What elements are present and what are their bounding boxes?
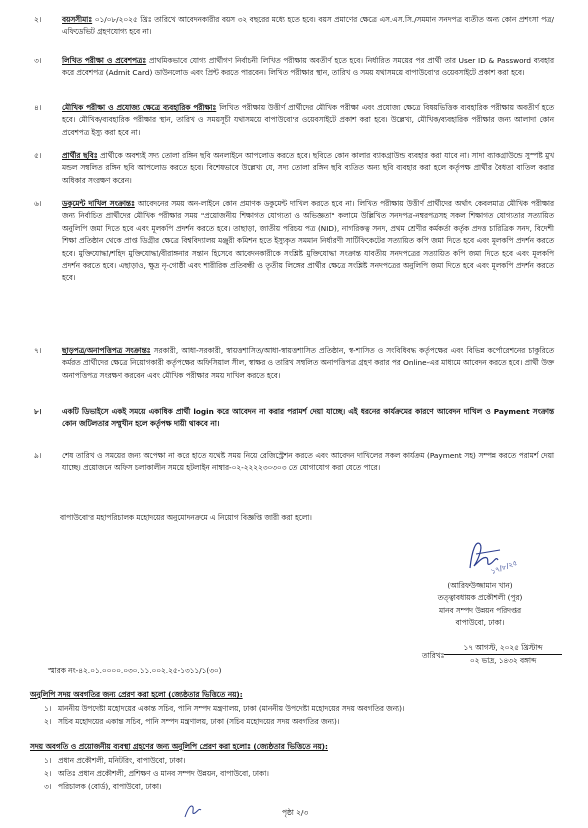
clause-heading: ছাড়পত্র/অনাপত্তিপত্র সংক্রান্তঃ — [62, 346, 151, 355]
signature-date-note: ১৭/৮/২৫ — [489, 558, 519, 576]
clause-heading: মৌখিক পরীক্ষা ও প্রযোজ্য ক্ষেত্রে ব্যবহারিক পরীক্ষাঃ — [62, 103, 217, 112]
clause-text: আবেদনের সময় অন-লাইনে কোন প্রমাণক ডকুমেন্ট দাখিল করতে হবে না। লিখিত পরীক্ষায় উত্তীর্ণ প্রার্থীদের অর্থাৎ কেবলমাত্র মৌখিক পরীক্ষার জন্য নির্বাচিত প্রার্থীদের মৌখিক পরীক্ষার সময় "প্রয়োজনীয় শিক্ষাগত যোগ্যতা ও অভিজ্ঞতা" কলামে উল্লিখিত সনদপত্র-নম্বরপত্রসহ সকল শিক্ষাগত যোগ্যতার সত্যায়িত অনুলিপি জমা দিতে হবে এবং মূলকপি প্রদর্শন করতে হবে। তাছাড়া, জাতীয় পরিচয় পত্র (NID), নাগরিকত্ব সনদ, প্রথম শ্রেণীর কর্মকর্তা কর্তৃক প্রদত্ত চারিত্রিক সনদ, বিদেশী শিক্ষা প্রতিষ্ঠান থেকে প্রাপ্ত ডিগ্রীর ক্ষেত্রে বিশ্ববিদ্যালয় মঞ্জুরী কমিশন হতে ইস্যুকৃত সমমান নির্ধারণী সার্টিফিকেটের সত্যায়িত কপি জমা দিতে হবে এবং মূলকপি প্রদর্শন করতে হবে। মুক্তিযোদ্ধা/শহিদ মুক্তিযোদ্ধা/বীরাঙ্গনার সন্তান হিসেবে আবেদনকারীকে সংশ্লিষ্ট মুক্তিযোদ্ধা সংক্রান্ত যাবতীয় সনদপত্রের সত্যায়িত কপি জমা দিতে হবে এবং মূলকপি প্রদর্শন করতে হবে। এছাড়াও, ক্ষুদ্র নৃ-গোষ্ঠী এবং শারীরিক প্রতিবন্ধী ও তৃতীয় লিঙ্গের প্রার্থীর ক্ষেত্রে সংশ্লিষ্ট সনদপত্রের অনুলিপি জমা দিতে হবে এবং মূলকপি প্রদর্শন করতে হবে। — [62, 199, 554, 283]
signatory-name: (আরিফউজ্জামান খান) — [447, 581, 513, 590]
cc-info-title: অনুলিপি সদয় অবগতির জন্য প্রেরণ করা হলো (জ্যেষ্ঠতার ভিত্তিতে নয়): — [30, 690, 243, 699]
cc-info-item — [44, 704, 568, 716]
clause-number: ৮। — [34, 407, 42, 416]
cc-action-item — [44, 769, 568, 781]
cc-item-number: ৩। — [44, 782, 52, 791]
initial-mark — [182, 802, 204, 820]
clause-number: ৬। — [34, 199, 42, 208]
clause-heading: প্রার্থীর ছবিঃ — [62, 151, 98, 160]
clause-heading: লিখিত পরীক্ষা ও প্রবেশপত্রঃ — [62, 56, 147, 65]
clause-number: ৯। — [34, 451, 42, 460]
cc-item-number: ২। — [44, 717, 52, 726]
clause-text: ০১/০৮/২০২৫ খ্রিঃ তারিখে আবেদনকারীর বয়স ৩২ বছরের মধ্যে হতে হবে। বয়স প্রমাণের ক্ষেত্রে এস.এস.সি./সমমান সনদপত্র ব্যতীত অন্য কোন প্রশংসা পত্র/এফিডেভিট গ্রহণযোগ্য হবে না। — [62, 15, 554, 37]
cc-action-item — [44, 756, 568, 768]
clause-text: প্রার্থীকে অবশ্যই সদ্য তোলা রঙ্গিন ছবি অনলাইনে আপলোড করতে হবে। ছবিতে কোন কালার ব্যাকগ্রাউন্ড ব্যবহার করা যাবে না। সাদা ব্যাকগ্রাউন্ডে সুস্পষ্ট মুখ মন্ডল সম্বলিত রঙ্গিন ছবি আপলোড করতে হবে। বিশেষভাবে উল্লেখ্য যে, সদ্য তোলা রঙ্গিন ছবি ব্যতিত অন্য ছবি ব্যবহার করা হলে কর্তৃপক্ষ প্রার্থীর বৈধতা বাতিল করার অধিকার সংরক্ষণ করেন। — [62, 151, 554, 185]
issue-date — [422, 642, 562, 668]
cc-item-number: ২। — [44, 769, 52, 778]
memo-reference: স্মারক নং-৪২.০১.০০০০.০৩০.১১.০০২.২৫-১৩১১/১(৩০) — [48, 666, 222, 675]
clause-number: ৭। — [34, 346, 42, 355]
cc-item-number: ১। — [44, 756, 52, 765]
signatory-designation: তত্ত্বাবধায়ক প্রকৌশলী (পুর) — [437, 593, 523, 603]
clause-text: প্রাথমিকভাবে যোগ্য প্রার্থীগণ নির্বাচনী লিখিত পরীক্ষায় অবতীর্ণ হতে হবে। নির্ধারিত সময়ের পর প্রার্থী তার User ID & Password ব্যবহার করে প্রবেশপত্র (Admit Card) ডাউনলোড এবং প্রিন্ট করতে পারবেন। লিখিত পরীক্ষার স্থান, তারিখ ও সময় যথাসময়ে বাপাউবো'র ওয়েবসাইটে প্রকাশ করা হবে। — [62, 56, 555, 78]
clause-number: ৩। — [34, 56, 42, 65]
date-gregorian: ১৭ আগস্ট, ২০২৫ খ্রিস্টাব্দ — [444, 642, 562, 655]
cc-action-title: সদয় অবগতি ও প্রয়োজনীয় ব্যবস্থা গ্রহণের জন্য অনুলিপি প্রেরণ করা হলোঃ (জ্যেষ্ঠতার ভিত্তিতে নয়): — [30, 742, 328, 751]
date-bangla: ০২ ভাদ্র, ১৪৩২ বঙ্গাব্দ — [469, 656, 537, 666]
signature-image — [440, 530, 520, 580]
clause-heading: বয়সসীমাঃ — [62, 15, 93, 24]
cc-item-text: সচিব মহোদয়ের একান্ত সচিব, পানি সম্পদ মন্ত্রণালয়, ঢাকা (সচিব মহোদয়ের সদয় অবগতির জন্য)। — [58, 717, 340, 726]
page-number: পৃষ্ঠা ২/৩ — [282, 808, 309, 817]
clause-text: একটি ডিভাইসে একই সময়ে একাধিক প্রার্থী login করে আবেদন না করার পরামর্শ দেয়া যাচ্ছে। এই ধরনের কার্যক্রমের কারণে আবেদন দাখিল ও Payment সংক্রান্ত কোন জটিলতার সম্মুখীন হলে কর্তৃপক্ষ দায়ী থাকবে না। — [62, 407, 554, 429]
signature-block — [395, 530, 565, 630]
closing-statement: বাপাউবো'র মহাপরিচালক মহোদয়ের অনুমোদনক্রমে এ নিয়োগ বিজ্ঞপ্তি জারী করা হলো। — [60, 513, 312, 522]
cc-info-item — [44, 717, 568, 729]
cc-item-number: ১। — [44, 704, 52, 713]
cc-item-text: প্রধান প্রকৌশলী, মনিটরিং, বাপাউবো, ঢাকা। — [58, 756, 186, 765]
cc-item-text: অতিঃ প্রধান প্রকৌশলী, প্রশিক্ষণ ও মানব সম্পদ উন্নয়ন, বাপাউবো, ঢাকা। — [58, 769, 269, 778]
date-label: তারিখঃ — [422, 651, 445, 660]
signatory-office: মানব সম্পদ উন্নয়ন পরিদপ্তর — [438, 605, 522, 615]
signatory-place: বাপাউবো, ঢাকা। — [455, 618, 505, 628]
clause-text: সরকারী, আধা-সরকারী, স্বায়ত্তশাসিত/আধা-স্বায়ত্তশাসিত প্রতিষ্ঠান, স্ব-শাসিত ও সংবিধিবদ্ধ কর্তৃপক্ষের এবং বিভিন্ন কর্পোরেশনের চাকুরিতে কর্মরত প্রার্থীদের ক্ষেত্রে নিয়োগকারী কর্তৃপক্ষের অফিসিয়াল সীল, স্বাক্ষর ও তারিখ সম্বলিত অনাপত্তিপত্র গ্রহণ করার পর Online-এর মাধ্যমে আবেদন করতে হবে। প্রার্থী উক্ত অনাপত্তিপত্র সংরক্ষণ করবেন এবং মৌখিক পরীক্ষার সময় দাখিল করতে হবে। — [62, 346, 555, 380]
cc-action-item — [44, 782, 568, 794]
clause-number: ৫। — [34, 151, 42, 160]
clause-text: লিখিত পরীক্ষায় উত্তীর্ণ প্রার্থীদের মৌখিক পরীক্ষা এবং প্রযোজ্য ক্ষেত্রে বিষয়ভিত্তিক ব্যবহারিক পরীক্ষায় অবতীর্ণ হতে হবে। মৌখিক/ব্যবহারিক পরীক্ষার স্থান, তারিখ ও সময়সূচী যথাসময়ে বাপাউবো'র ওয়েবসাইটে প্রকাশ করা হবে। উল্লেখ্য, মৌখিক/ব্যবহারিক পরীক্ষার জন্য আলাদা কোন প্রবেশপত্র ইস্যু করা হবে না। — [62, 103, 554, 137]
cc-item-text: পরিচালক (বোর্ড), বাপাউবো, ঢাকা। — [58, 782, 162, 791]
clause-number: ২। — [34, 15, 42, 24]
clause-text: শেষ তারিখ ও সময়ের জন্য অপেক্ষা না করে হাতে যথেষ্ট সময় নিয়ে রেজিস্ট্রেশন করতে এবং আবেদন দাখিলের সকল কার্যক্রম (Payment সহ) সম্পন্ন করতে পরামর্শ দেয়া যাচ্ছে। প্রয়োজনে অফিস চলাকালীন সময়ে হটলাইন নাম্বার-০২-২২২২৩০৩০৩ তে যোগাযোগ করা যেতে পারে। — [62, 451, 554, 473]
clause-heading: ডকুমেন্ট দাখিল সংক্রান্তঃ — [62, 199, 135, 208]
cc-item-text: মাননীয় উপদেষ্টা মহোদয়ের একান্ত সচিব, পানি সম্পদ মন্ত্রণালয়, ঢাকা (মাননীয় উপদেষ্টা মহোদয়ের সদয় অবগতির জন্য)। — [58, 704, 405, 713]
clause-number: ৪। — [34, 103, 42, 112]
